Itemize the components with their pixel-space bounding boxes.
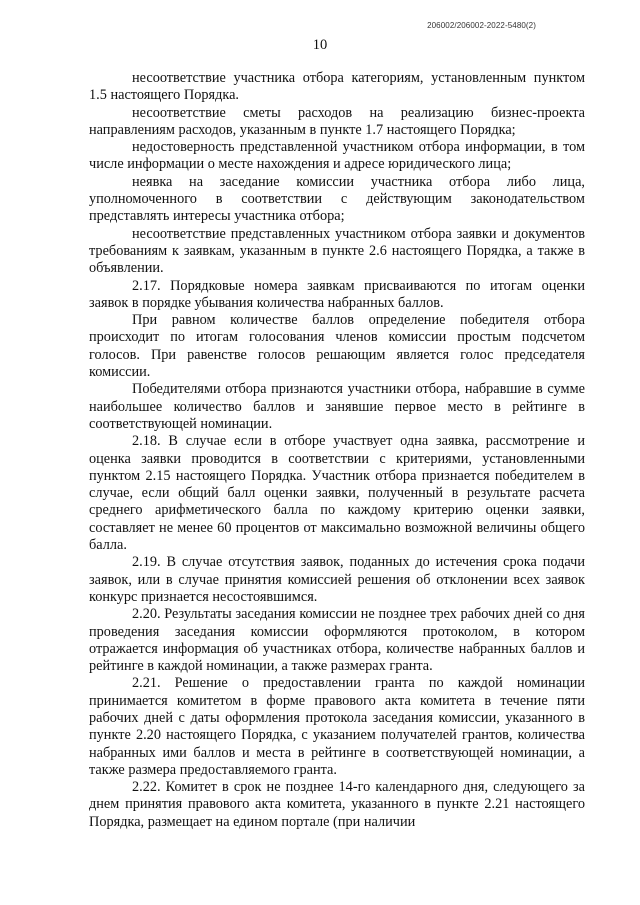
- paragraph-2-20: 2.20. Результаты заседания комиссии не позднее трех рабочих дней со дня проведения заседания комиссии оформляются протоколом, в котором отражается информация об участниках отбора, количестве набранных баллов и рейтинге в каждой номинации, а также размерах гранта.: [89, 606, 585, 675]
- paragraph-2-21: 2.21. Решение о предоставлении гранта по каждой номинации принимается комитетом в форме правового акта комитета в течение пяти рабочих дней с даты оформления протокола заседания комиссии, указанного в пункте 2.20 настоящего Порядка, с указанием получателей грантов, количества набранных ими баллов и места в рейтинге в соответствующей номинации, а также размера предоставляемого гранта.: [89, 675, 585, 778]
- paragraph-2-17: 2.17. Порядковые номера заявкам присваиваются по итогам оценки заявок в порядке убывания количества набранных баллов.: [89, 277, 585, 311]
- page-number: 10: [312, 37, 328, 53]
- document-code: 206002/206002-2022-5480(2): [427, 21, 536, 30]
- paragraph-no-show: неявка на заседание комиссии участника отбора либо лица, уполномоченного в соответствии с действующим законодательством представлять интересы участника отбора;: [89, 173, 585, 225]
- paragraph-false-information: недостоверность представленной участником отбора информации, в том числе информации о месте нахождения и адресе юридического лица;: [89, 139, 585, 173]
- paragraph-mismatch-budget: несоответствие сметы расходов на реализацию бизнес-проекта направлениям расходов, указанным в пункте 1.7 настоящего Порядка;: [89, 104, 585, 138]
- paragraph-equal-score: При равном количестве баллов определение победителя отбора происходит по итогам голосования членов комиссии простым подсчетом голосов. При равенстве голосов решающим является голос председателя комиссии.: [89, 312, 585, 381]
- document-body: [89, 70, 585, 831]
- paragraph-mismatch-category: несоответствие участника отбора категориям, установленным пунктом 1.5 настоящего Порядка.: [89, 70, 585, 104]
- paragraph-2-18: 2.18. В случае если в отборе участвует одна заявка, рассмотрение и оценка заявки проводится в соответствии с критериями, установленными пунктом 2.15 настоящего Порядка. Участник отбора признается победителем в случае, если общий балл оценки заявки, полученный в результате расчета среднего арифметического балла по каждому критерию оценки заявки, составляет не менее 60 процентов от максимально возможной величины общего балла.: [89, 433, 585, 554]
- paragraph-2-19: 2.19. В случае отсутствия заявок, поданных до истечения срока подачи заявок, или в случае принятия комиссией решения об отклонении всех заявок конкурс признается несостоявшимся.: [89, 554, 585, 605]
- paragraph-mismatch-documents: несоответствие представленных участником отбора заявки и документов требованиям к заявкам, указанным в пункте 2.6 настоящего Порядка, а также в объявлении.: [89, 225, 585, 277]
- paragraph-winners: Победителями отбора признаются участники отбора, набравшие в сумме наибольшее количество баллов и занявшие первое место в рейтинге в соответствующей номинации.: [89, 381, 585, 432]
- paragraph-2-22: 2.22. Комитет в срок не позднее 14-го календарного дня, следующего за днем принятия правового акта комитета, указанного в пункте 2.21 настоящего Порядка, размещает на едином портале (при наличии: [89, 779, 585, 830]
